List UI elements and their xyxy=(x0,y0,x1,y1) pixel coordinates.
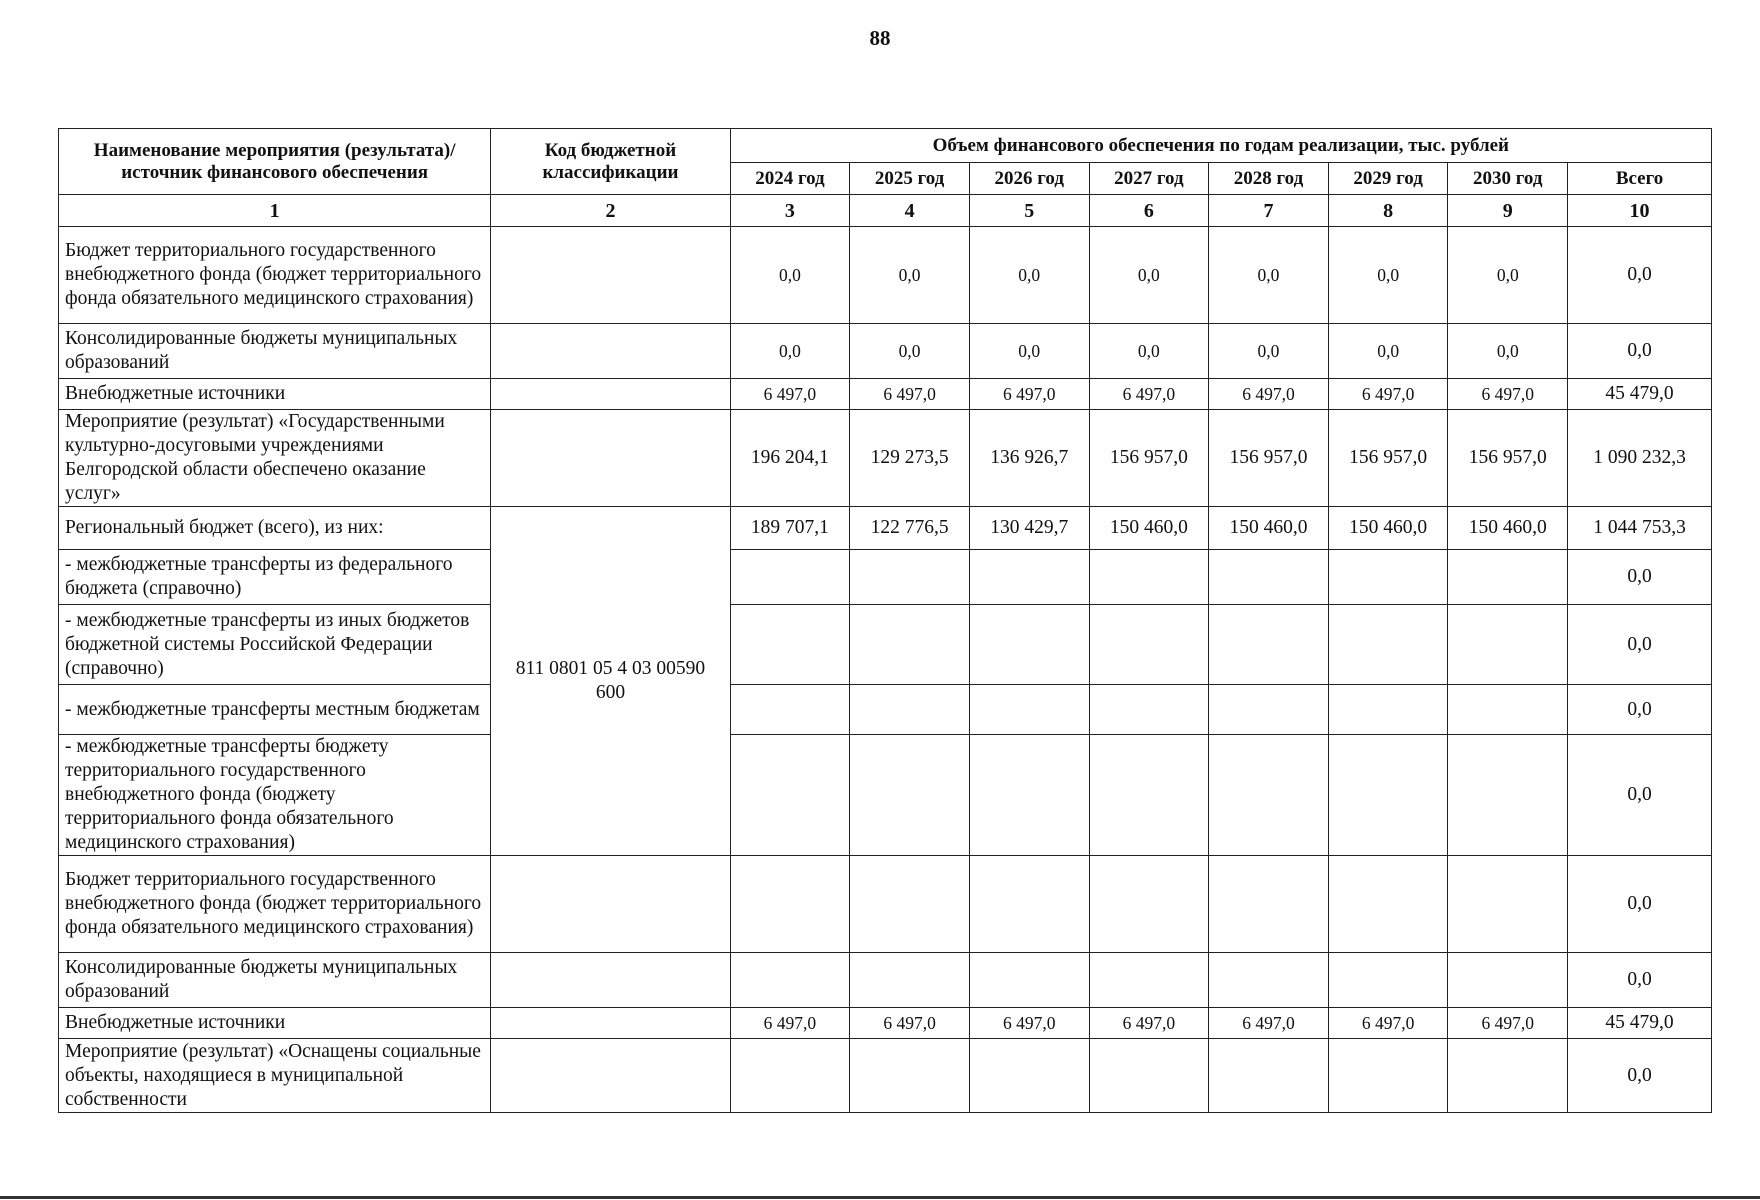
header-name-column: Наименование мероприятия (результата)/ источник финансового обеспечения xyxy=(59,129,491,195)
header-year-2024: 2024 год xyxy=(730,163,850,195)
value-cell: 150 460,0 xyxy=(1209,507,1329,550)
value-cell: 189 707,1 xyxy=(730,507,850,550)
header-year-2029: 2029 год xyxy=(1328,163,1448,195)
total-cell: 45 479,0 xyxy=(1568,1008,1712,1039)
value-cell xyxy=(1209,953,1329,1008)
value-cell: 6 497,0 xyxy=(850,1008,970,1039)
column-number: 4 xyxy=(850,195,970,227)
value-cell: 196 204,1 xyxy=(730,410,850,507)
row-name: Мероприятие (результат) «Государственными культурно-досуговыми учреждениями Белгородской области обеспечено оказание услуг» xyxy=(59,410,491,507)
row-name: Внебюджетные источники xyxy=(59,1008,491,1039)
value-cell xyxy=(969,856,1089,953)
header-year-2025: 2025 год xyxy=(850,163,970,195)
value-cell xyxy=(969,550,1089,605)
value-cell xyxy=(850,685,970,735)
row-code xyxy=(491,410,730,507)
value-cell: 0,0 xyxy=(1209,324,1329,379)
total-cell: 0,0 xyxy=(1568,605,1712,685)
financing-table xyxy=(58,128,1712,1113)
value-cell: 6 497,0 xyxy=(730,1008,850,1039)
value-cell: 0,0 xyxy=(1209,227,1329,324)
header-year-2030: 2030 год xyxy=(1448,163,1568,195)
column-number: 8 xyxy=(1328,195,1448,227)
table-row xyxy=(59,1039,1712,1113)
row-code xyxy=(491,856,730,953)
table-row xyxy=(59,379,1712,410)
value-cell xyxy=(1089,685,1209,735)
row-code xyxy=(491,324,730,379)
value-cell xyxy=(969,605,1089,685)
value-cell xyxy=(1328,550,1448,605)
total-cell: 45 479,0 xyxy=(1568,379,1712,410)
table-row xyxy=(59,685,1712,735)
header-year-2026: 2026 год xyxy=(969,163,1089,195)
value-cell xyxy=(1089,856,1209,953)
table-row xyxy=(59,227,1712,324)
value-cell: 6 497,0 xyxy=(1448,379,1568,410)
value-cell: 6 497,0 xyxy=(1328,1008,1448,1039)
value-cell: 156 957,0 xyxy=(1209,410,1329,507)
value-cell xyxy=(730,953,850,1008)
value-cell xyxy=(1089,550,1209,605)
total-cell: 0,0 xyxy=(1568,324,1712,379)
value-cell: 6 497,0 xyxy=(969,1008,1089,1039)
row-name: - межбюджетные трансферты из федерального бюджета (справочно) xyxy=(59,550,491,605)
value-cell xyxy=(969,1039,1089,1113)
row-name: Мероприятие (результат) «Оснащены социальные объекты, находящиеся в муниципальной собственности xyxy=(59,1039,491,1113)
total-cell: 0,0 xyxy=(1568,550,1712,605)
column-number: 1 xyxy=(59,195,491,227)
value-cell xyxy=(1209,605,1329,685)
value-cell: 6 497,0 xyxy=(1209,379,1329,410)
value-cell: 150 460,0 xyxy=(1448,507,1568,550)
value-cell: 0,0 xyxy=(969,227,1089,324)
value-cell: 0,0 xyxy=(1448,324,1568,379)
value-cell xyxy=(850,1039,970,1113)
total-cell: 1 090 232,3 xyxy=(1568,410,1712,507)
value-cell: 156 957,0 xyxy=(1328,410,1448,507)
row-name: - межбюджетные трансферты местным бюджетам xyxy=(59,685,491,735)
value-cell: 6 497,0 xyxy=(730,379,850,410)
value-cell: 150 460,0 xyxy=(1089,507,1209,550)
row-code xyxy=(491,379,730,410)
value-cell xyxy=(850,550,970,605)
value-cell: 6 497,0 xyxy=(1328,379,1448,410)
row-code xyxy=(491,953,730,1008)
table-row xyxy=(59,1008,1712,1039)
value-cell xyxy=(1328,856,1448,953)
value-cell: 130 429,7 xyxy=(969,507,1089,550)
row-name: Региональный бюджет (всего), из них: xyxy=(59,507,491,550)
total-cell: 0,0 xyxy=(1568,1039,1712,1113)
value-cell: 0,0 xyxy=(850,324,970,379)
value-cell xyxy=(1448,1039,1568,1113)
value-cell: 136 926,7 xyxy=(969,410,1089,507)
value-cell xyxy=(1328,1039,1448,1113)
value-cell xyxy=(1089,605,1209,685)
value-cell: 6 497,0 xyxy=(1448,1008,1568,1039)
value-cell: 0,0 xyxy=(850,227,970,324)
value-cell: 0,0 xyxy=(730,324,850,379)
value-cell: 0,0 xyxy=(969,324,1089,379)
value-cell: 122 776,5 xyxy=(850,507,970,550)
row-name: Бюджет территориального государственного внебюджетного фонда (бюджет территориального фонда обязательного медицинского страхования) xyxy=(59,856,491,953)
value-cell: 0,0 xyxy=(730,227,850,324)
column-number: 9 xyxy=(1448,195,1568,227)
table-row xyxy=(59,324,1712,379)
value-cell: 6 497,0 xyxy=(1089,379,1209,410)
value-cell: 156 957,0 xyxy=(1448,410,1568,507)
value-cell xyxy=(1209,1039,1329,1113)
value-cell xyxy=(1328,685,1448,735)
value-cell xyxy=(1448,685,1568,735)
value-cell xyxy=(1328,605,1448,685)
value-cell xyxy=(1448,735,1568,856)
row-name: Бюджет территориального государственного внебюджетного фонда (бюджет территориального фонда обязательного медицинского страхования) xyxy=(59,227,491,324)
column-number: 6 xyxy=(1089,195,1209,227)
value-cell xyxy=(730,605,850,685)
header-year-2028: 2028 год xyxy=(1209,163,1329,195)
value-cell: 156 957,0 xyxy=(1089,410,1209,507)
total-cell: 0,0 xyxy=(1568,856,1712,953)
value-cell: 0,0 xyxy=(1328,227,1448,324)
value-cell: 129 273,5 xyxy=(850,410,970,507)
row-code xyxy=(491,227,730,324)
total-cell: 1 044 753,3 xyxy=(1568,507,1712,550)
value-cell xyxy=(1328,953,1448,1008)
value-cell xyxy=(730,1039,850,1113)
total-cell: 0,0 xyxy=(1568,953,1712,1008)
column-number: 2 xyxy=(491,195,730,227)
value-cell xyxy=(1089,735,1209,856)
header-year-2027: 2027 год xyxy=(1089,163,1209,195)
value-cell: 0,0 xyxy=(1089,227,1209,324)
row-code xyxy=(491,1039,730,1113)
value-cell xyxy=(1209,550,1329,605)
value-cell xyxy=(850,735,970,856)
table-row xyxy=(59,953,1712,1008)
value-cell xyxy=(1209,685,1329,735)
column-number: 7 xyxy=(1209,195,1329,227)
value-cell xyxy=(850,856,970,953)
value-cell xyxy=(1448,605,1568,685)
value-cell: 6 497,0 xyxy=(969,379,1089,410)
value-cell xyxy=(730,550,850,605)
column-number: 5 xyxy=(969,195,1089,227)
column-number: 3 xyxy=(730,195,850,227)
row-name: Консолидированные бюджеты муниципальных образований xyxy=(59,953,491,1008)
header-code-column: Код бюджетной классификации xyxy=(491,129,730,195)
row-name: Внебюджетные источники xyxy=(59,379,491,410)
value-cell xyxy=(850,605,970,685)
value-cell xyxy=(1328,735,1448,856)
row-name: Консолидированные бюджеты муниципальных образований xyxy=(59,324,491,379)
total-cell: 0,0 xyxy=(1568,685,1712,735)
row-name: - межбюджетные трансферты бюджету территориального государственного внебюджетного фонда (бюджету территориального фонда обязательного медицинского страхования) xyxy=(59,735,491,856)
value-cell xyxy=(969,953,1089,1008)
value-cell: 6 497,0 xyxy=(850,379,970,410)
value-cell xyxy=(1089,953,1209,1008)
value-cell xyxy=(1209,856,1329,953)
value-cell xyxy=(969,685,1089,735)
value-cell xyxy=(730,685,850,735)
table-row xyxy=(59,410,1712,507)
value-cell: 0,0 xyxy=(1089,324,1209,379)
header-volume-column: Объем финансового обеспечения по годам реализации, тыс. рублей xyxy=(730,129,1711,163)
column-number-row xyxy=(59,195,1712,227)
table-row xyxy=(59,550,1712,605)
value-cell xyxy=(969,735,1089,856)
row-code xyxy=(491,1008,730,1039)
value-cell xyxy=(1089,1039,1209,1113)
bottom-edge-line xyxy=(0,1196,1760,1199)
value-cell xyxy=(850,953,970,1008)
table-row xyxy=(59,735,1712,856)
budget-classification-code: 811 0801 05 4 03 00590 600 xyxy=(491,507,730,856)
total-cell: 0,0 xyxy=(1568,735,1712,856)
header-total: Всего xyxy=(1568,163,1712,195)
table-row xyxy=(59,605,1712,685)
row-name: - межбюджетные трансферты из иных бюджетов бюджетной системы Российской Федерации (справочно) xyxy=(59,605,491,685)
column-number: 10 xyxy=(1568,195,1712,227)
value-cell xyxy=(730,856,850,953)
value-cell xyxy=(730,735,850,856)
value-cell: 0,0 xyxy=(1448,227,1568,324)
value-cell: 6 497,0 xyxy=(1089,1008,1209,1039)
table-row xyxy=(59,507,1712,550)
value-cell: 150 460,0 xyxy=(1328,507,1448,550)
value-cell xyxy=(1448,953,1568,1008)
value-cell xyxy=(1448,856,1568,953)
value-cell: 6 497,0 xyxy=(1209,1008,1329,1039)
value-cell: 0,0 xyxy=(1328,324,1448,379)
total-cell: 0,0 xyxy=(1568,227,1712,324)
value-cell xyxy=(1209,735,1329,856)
table-row xyxy=(59,856,1712,953)
value-cell xyxy=(1448,550,1568,605)
page-number: 88 xyxy=(869,26,891,50)
